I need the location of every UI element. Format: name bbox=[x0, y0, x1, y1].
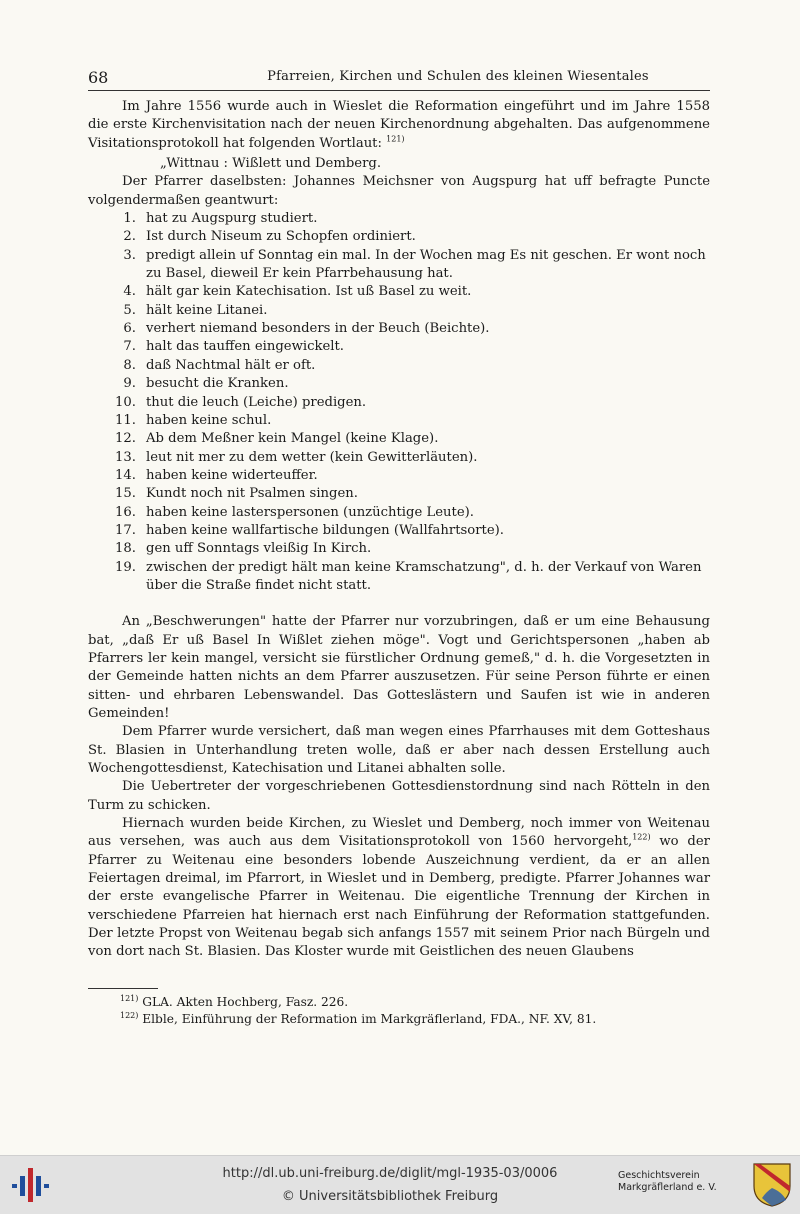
list-item: 16. haben keine lasterspersonen (unzüchtige Leute). bbox=[115, 504, 474, 520]
paragraph: Die Uebertreter der vorgeschriebenen Gottesdienstordnung sind nach Rötteln in den Turm zu schicken. bbox=[88, 779, 710, 813]
list-item: 10. thut die leuch (Leiche) predigen. bbox=[115, 394, 367, 410]
coat-of-arms-icon bbox=[752, 1162, 792, 1208]
list-item: 2. Ist durch Niseum zu Schopfen ordiniert. bbox=[123, 229, 416, 245]
footnotes bbox=[120, 994, 710, 1028]
list-item: 12. Ab dem Meßner kein Mangel (keine Klage). bbox=[115, 431, 439, 447]
viewer-footer bbox=[0, 1155, 800, 1214]
list-item: 11. haben keine schul. bbox=[115, 412, 272, 428]
footnote: $^{122)}$ Elble, Einführung der Reformation im Markgräflerland, FDA., NF. XV, 81. bbox=[120, 1010, 597, 1026]
footnote-ref[interactable]: 122) bbox=[632, 833, 651, 843]
footnote-divider bbox=[88, 988, 158, 989]
running-title: Pfarreien, Kirchen und Schulen des kleinen Wiesentales bbox=[267, 69, 649, 84]
footnote: $^{121)}$ GLA. Akten Hochberg, Fasz. 226. bbox=[120, 993, 349, 1009]
list-item: 1. hat zu Augspurg studiert. bbox=[123, 211, 318, 227]
quote-heading: „Wittnau : Wißlett und Demberg. bbox=[160, 156, 382, 172]
paragraph: Hiernach wurden beide Kirchen, zu Wieslet und Demberg, noch immer von Weitenau aus versehen, was auch aus dem Visitationsprotokoll von 1560 hervorgeht,$^{122)}$ wo der Pfarrer zu Weitenau eine besonders lobende Auszeichnung verdient, da er an allen Feiertagen dreimal, im Pfarrort, in Wieslet und in Demberg, predigte. Pfarrer Johannes war der erste evangelische Pfarrer in Weitenau. Die eigentliche Trennung der Kirchen in verschiedene Pfarreien hat hiernach erst nach Einführung der Reformation stattgefunden. Der letzte Propst von Weitenau begab sich anfangs 1557 mit seinem Prior nach Bürgeln und von dort nach St. Blasien. Das Kloster wurde mit Geistlichen des neuen Glaubens bbox=[88, 816, 710, 960]
paragraph: Im Jahre 1556 wurde auch in Wieslet die Reformation eingeführt und im Jahre 1558 die erste Kirchenvisitation nach der neuen Kirchenordnung abgehalten. Das aufgenommene Visitationsprotokoll hat folgenden Wortlaut: $^{121)}$ bbox=[88, 99, 710, 151]
list-item: 3. predigt allein uf Sonntag ein mal. In der Wochen mag Es nit geschen. Er wont noch zu Basel, dieweil Er kein Pfarrbehausung hat. bbox=[123, 247, 706, 282]
list-item: 8. daß Nachtmal hält er oft. bbox=[123, 357, 316, 373]
list-item: 5. hält keine Litanei. bbox=[123, 302, 268, 318]
body-text bbox=[88, 98, 710, 962]
list-item: 14. haben keine widerteuffer. bbox=[115, 467, 318, 483]
paragraph: Der Pfarrer daselbsten: Johannes Meichsner von Augspurg hat uff befragte Puncte volgendermaßen geantwurt: bbox=[88, 174, 710, 208]
copyright-text: © Universitätsbibliothek Freiburg bbox=[281, 1189, 499, 1204]
paragraph: Dem Pfarrer wurde versichert, daß man wegen eines Pfarrhauses mit dem Gotteshaus St. Blasien in Unterhandlung treten wolle, daß er aber nach dessen Erstellung auch Wochengottesdienst, Katechisation und Litanei abhalten solle. bbox=[88, 724, 710, 777]
list-item: 4. hält gar kein Katechisation. Ist uß Basel zu weit. bbox=[123, 284, 472, 300]
list-item: 17. haben keine wallfartische bildungen (Wallfahrtsorte). bbox=[115, 522, 504, 538]
ub-freiburg-logo-icon[interactable] bbox=[10, 1164, 52, 1206]
page-number: 68 bbox=[88, 68, 109, 87]
society-name: Geschichtsverein Markgräflerland e. V. bbox=[618, 1170, 717, 1193]
list-item: 9. besucht die Kranken. bbox=[123, 376, 289, 392]
footnote-ref[interactable]: 121) bbox=[386, 134, 405, 144]
document-url[interactable]: http://dl.ub.uni-freiburg.de/diglit/mgl-1935-03/0006 bbox=[222, 1166, 558, 1181]
list-item: 19. zwischen der predigt hält man keine Kramschatzung", d. h. der Verkauf von Waren über die Straße findet nicht statt. bbox=[115, 559, 702, 593]
list-item: 7. halt das tauffen eingewickelt. bbox=[123, 339, 344, 355]
page-header bbox=[88, 68, 710, 91]
list-item: 13. leut nit mer zu dem wetter (kein Gewitterläuten). bbox=[115, 449, 478, 465]
paragraph: An „Beschwerungen" hatte der Pfarrer nur vorzubringen, daß er um eine Behausung bat, „daß Er uß Basel In Wißlet ziehen möge". Vogt und Gerichtspersonen „haben ab Pfarrers ler kein mangel, versicht sie fürstlicher Ordnung gemeß," d. h. die Vorgesetzten in der Gemeinde hatten nichts an dem Pfarrer auszusetzen. Für seine Person führte er einen sitten- und ehrbaren Lebenswandel. Das Gotteslästern und Saufen ist wie in anderen Gemeinden! bbox=[88, 614, 710, 721]
answer-list bbox=[88, 210, 710, 595]
list-item: 15. Kundt noch nit Psalmen singen. bbox=[115, 486, 358, 502]
list-item: 6. verhert niemand besonders in der Beuch (Beichte). bbox=[123, 321, 490, 337]
list-item: 18. gen uff Sonntags vleißig In Kirch. bbox=[115, 541, 372, 557]
